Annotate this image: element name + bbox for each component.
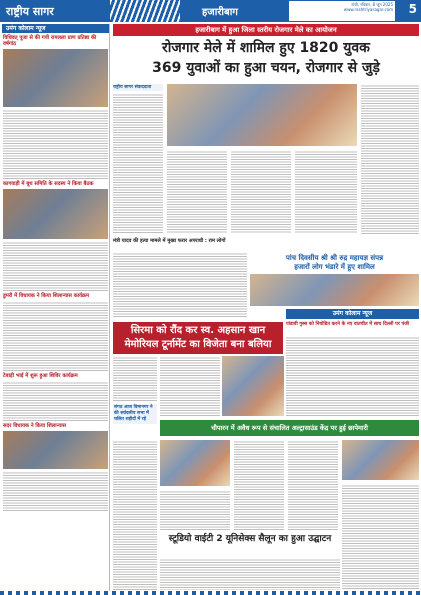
footer-stripe	[0, 591, 421, 595]
left-headline-5: सदर विधायक ने किया शिलान्यास	[3, 423, 67, 429]
page-number: 5	[408, 2, 417, 16]
top-banner: हजारीबाग में हुआ जिला स्तरीय रोजगार मेले का आयोजन	[113, 24, 419, 36]
yagya-headline-line-1: पांच दिवसीय श्री श्री रुद्र महायज्ञ संपन्न	[285, 254, 384, 262]
lower-section-bar: उमंग कोलाम न्यूज	[286, 309, 419, 319]
sub-story-text	[113, 252, 247, 318]
masthead	[0, 0, 421, 22]
main-story	[113, 84, 419, 234]
date-box	[289, 1, 395, 21]
city-title: हजारीबाग	[202, 7, 238, 18]
main-text-col-5	[361, 84, 419, 234]
raid-text-3	[342, 484, 419, 590]
yagya-headline	[250, 254, 419, 272]
left-headline-1: विधिवत् पूजा से की गयी रामलला प्राण प्रतिष्ठा की वर्षगांठ	[3, 35, 97, 47]
left-column	[2, 24, 110, 591]
left-text-3	[3, 301, 108, 371]
tournament-text-1	[113, 356, 157, 402]
tournament-text-2	[160, 356, 220, 416]
main-headline-line-2: 369 युवाओं का हुआ चयन, रोजगार से जुड़े	[152, 60, 380, 76]
salon-text	[160, 558, 340, 590]
left-photo-3	[3, 431, 108, 469]
salon-headline: स्टूडियो वाईटी 2 यूनिसेक्स सैलून का हुआ उद्घाटन	[168, 534, 332, 544]
box-text	[113, 440, 157, 590]
yagya-photo	[250, 274, 419, 306]
left-section-bar: उमंग कोलाम न्यूज	[2, 24, 109, 33]
raid-photo	[160, 440, 230, 486]
raid-text-2	[288, 440, 338, 530]
left-headline-4: टेबाड़ी भाई में शुरू हुआ शिविर कार्यक्रम	[3, 373, 78, 379]
main-headline-line-1: रोजगार मेले में शामिल हुए 1820 युवक	[162, 40, 370, 56]
tournament-headline-line-1: सिरमा को रौंद कर स्व. अहसान खान	[130, 325, 266, 336]
left-headline-2: कागवाड़ी में बूथ समिति के सदस्य ने किया बैठक	[3, 181, 94, 187]
website: www.rashtriyasagar.com	[343, 7, 393, 12]
box-headline: संगठ आज विमानगर ने की सर्वदलीय सभा में चलित शहीदों में रहे	[113, 404, 157, 424]
raid-photo-2	[342, 440, 419, 480]
tournament-headline-line-2: मेमोरियल टूर्नामेंट का विजेता बना बलिया	[124, 339, 272, 350]
main-text-col-2	[167, 150, 227, 234]
left-text-2	[3, 241, 108, 291]
raid-text-4	[160, 490, 230, 530]
left-text-5	[3, 471, 108, 511]
sub-story-headline: मंत्री यादव की हत्या मामले में मुख्य फरार अपराधी : राम लोगों	[113, 238, 226, 244]
main-text-col-3	[231, 150, 291, 234]
red-note: पांडावी गुस्स को नियोडित करने के नए वातचीत में साथ दिल्ली पर पंजी	[286, 322, 410, 327]
left-photo-2	[3, 189, 108, 239]
main-text-col-1	[113, 93, 163, 233]
left-text-1	[3, 109, 108, 179]
date-line: रांची, रविवार, 8 जून 2025	[351, 2, 393, 7]
byline-1: राष्ट्रीय सागर संवाददाता	[113, 84, 163, 91]
main-headline	[113, 38, 419, 78]
yagya-headline-line-2: हजारों लोग भंडारे में हुए शामिल	[294, 263, 375, 271]
newspaper-logo: राष्ट्रीय सागर	[6, 4, 54, 18]
left-text-4	[3, 381, 108, 421]
raid-headline: चौपारन में अवैध रूप से संचालित अल्ट्रासाउंड केंद्र पर हुई छापेमारी	[160, 420, 419, 436]
main-text-col-4	[295, 150, 357, 234]
main-photo	[167, 84, 357, 146]
tournament-headline	[113, 322, 283, 354]
left-photo-1	[3, 49, 108, 107]
masthead-stripe	[110, 0, 180, 22]
left-headline-3: डुमरी में विधायक ने किया शिलान्यास कार्यक्रम	[3, 293, 90, 299]
right-lower-text	[286, 336, 419, 416]
tournament-photo	[222, 356, 284, 416]
raid-text-1	[234, 440, 284, 530]
